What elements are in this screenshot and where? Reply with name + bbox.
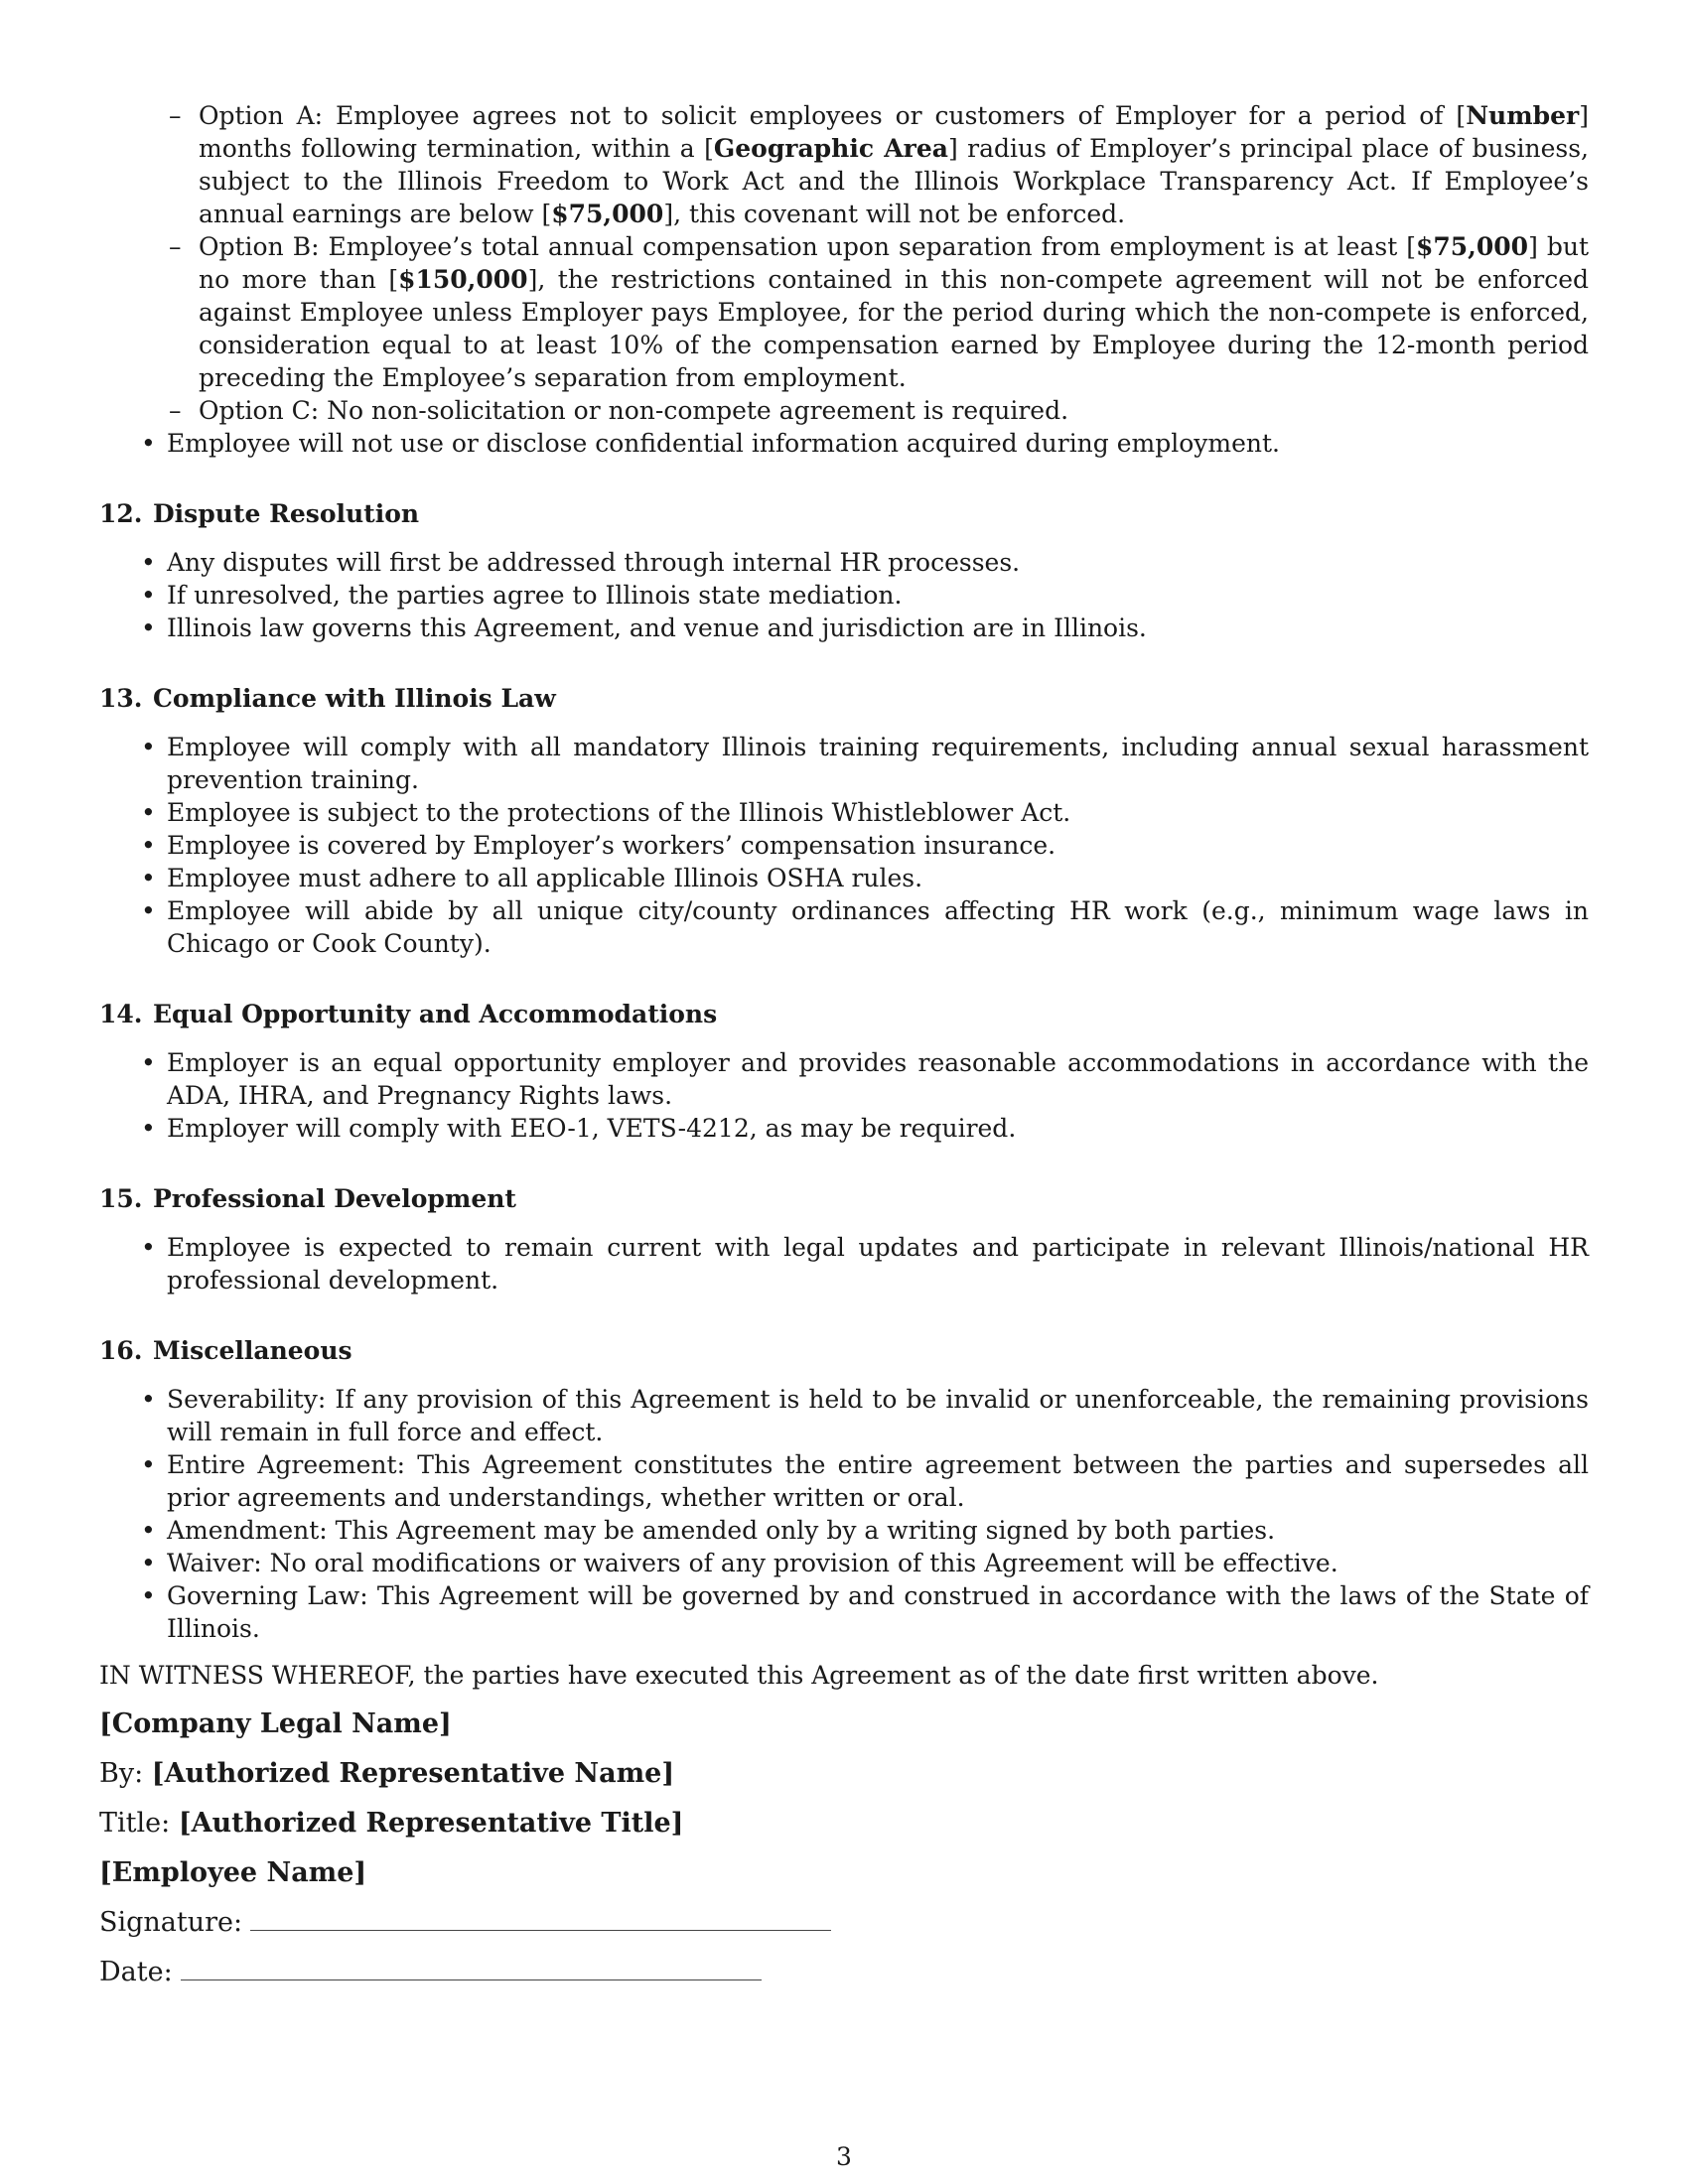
section-number: 15. — [99, 1184, 143, 1213]
employee-name-value: [Employee Name] — [99, 1857, 367, 1888]
option-text: ] but no more than [ — [199, 232, 1589, 294]
section-title: Miscellaneous — [153, 1336, 352, 1365]
option-item — [199, 99, 1589, 230]
section-heading — [99, 1334, 1589, 1367]
section-title: Dispute Resolution — [153, 499, 420, 528]
title-line — [99, 1807, 1589, 1841]
options-list — [99, 99, 1589, 427]
option-item — [199, 394, 1589, 427]
placeholder-value: Number — [1466, 101, 1580, 130]
section-heading — [99, 682, 1589, 715]
option-text: ] radius of Employer’s principal place of business, subject to the Illinois Freedom to Work Act and the Illinois Workplace Transparency Act. If Employee’s annual earnings are below [ — [199, 134, 1589, 228]
signature-field[interactable] — [250, 1906, 831, 1931]
list-item: • Employee will comply with all mandatory Illinois training requirements, including annual sexual harassment prevention training. — [167, 731, 1589, 796]
section-list — [99, 1231, 1589, 1297]
placeholder-value: $150,000 — [398, 265, 528, 294]
option-text: Option A: Employee agrees not to solicit employees or customers of Employer for a period of [ — [199, 101, 1467, 130]
list-item: • Waiver: No oral modifications or waivers of any provision of this Agreement will be effective. — [167, 1547, 1589, 1579]
option-text: Option B: Employee’s total annual compensation upon separation from employment is at least [ — [199, 232, 1416, 261]
signature-line — [99, 1906, 1589, 1940]
list-item: • Employee must adhere to all applicable Illinois OSHA rules. — [167, 862, 1589, 894]
list-item: • If unresolved, the parties agree to Illinois state mediation. — [167, 579, 1589, 612]
option-text: ], this covenant will not be enforced. — [663, 200, 1126, 228]
placeholder-value: $75,000 — [551, 200, 664, 228]
list-item: • Entire Agreement: This Agreement constitutes the entire agreement between the parties and supersedes all prior agreements and understandings, whether written or oral. — [167, 1448, 1589, 1514]
confidentiality-bullet: • Employee will not use or disclose confidential information acquired during employment. — [167, 427, 1589, 460]
sections-container — [99, 497, 1589, 1645]
title-value: [Authorized Representative Title] — [178, 1808, 684, 1839]
date-field[interactable] — [181, 1956, 762, 1980]
section-list — [99, 1383, 1589, 1645]
placeholder-value: $75,000 — [1416, 232, 1529, 261]
list-item: • Employee will abide by all unique city/county ordinances affecting HR work (e.g., minimum wage laws in Chicago or Cook County). — [167, 894, 1589, 960]
option-text: ], the restrictions contained in this non-compete agreement will not be enforced against Employee unless Employer pays Employee, for the period during which the non-compete is enforced, consideration equal to at least 10% of the compensation earned by Employee during the 12-month period preceding the Employee’s separation from employment. — [199, 265, 1589, 392]
list-item: • Employee is covered by Employer’s workers’ compensation insurance. — [167, 829, 1589, 862]
by-value: [Authorized Representative Name] — [151, 1758, 675, 1789]
section-title: Equal Opportunity and Accommodations — [153, 1000, 718, 1028]
list-item: • Employer is an equal opportunity employer and provides reasonable accommodations in accordance with the ADA, IHRA, and Pregnancy Rights laws. — [167, 1046, 1589, 1112]
placeholder-value: Geographic Area — [713, 134, 948, 163]
section-title: Compliance with Illinois Law — [153, 684, 556, 713]
document-page — [99, 99, 1589, 1989]
company-name-value: [Company Legal Name] — [99, 1708, 452, 1739]
section-heading — [99, 998, 1589, 1030]
option-text: Option C: No non-solicitation or non-compete agreement is required. — [199, 396, 1069, 425]
company-legal-name — [99, 1707, 1589, 1741]
by-label: By: — [99, 1758, 144, 1789]
options-wrapper — [99, 99, 1589, 427]
section-title: Professional Development — [153, 1184, 516, 1213]
date-line — [99, 1956, 1589, 1989]
date-label: Date: — [99, 1957, 173, 1987]
section-heading — [99, 1182, 1589, 1215]
list-item: • Severability: If any provision of this Agreement is held to be invalid or unenforceable, the remaining provisions will remain in full force and effect. — [167, 1383, 1589, 1448]
employee-name — [99, 1856, 1589, 1890]
option-text: ] months following termination, within a [ — [199, 101, 1589, 163]
section-list — [99, 1046, 1589, 1145]
list-item: • Employee is subject to the protections of the Illinois Whistleblower Act. — [167, 796, 1589, 829]
continued-list — [99, 99, 1589, 460]
by-line — [99, 1757, 1589, 1791]
section-number: 14. — [99, 1000, 143, 1028]
list-item: • Employee is expected to remain current with legal updates and participate in relevant Illinois/national HR professional development. — [167, 1231, 1589, 1297]
signature-label: Signature: — [99, 1907, 243, 1938]
list-item: • Any disputes will first be addressed through internal HR processes. — [167, 546, 1589, 579]
section-heading — [99, 497, 1589, 530]
section-number: 16. — [99, 1336, 143, 1365]
section-number: 13. — [99, 684, 143, 713]
section-list — [99, 731, 1589, 960]
list-item: • Employer will comply with EEO-1, VETS-4212, as may be required. — [167, 1112, 1589, 1145]
page-number: 3 — [836, 2142, 852, 2171]
title-label: Title: — [99, 1808, 171, 1839]
witness-clause: IN WITNESS WHEREOF, the parties have executed this Agreement as of the date first written above. — [99, 1661, 1379, 1690]
section-list — [99, 546, 1589, 644]
list-item: • Amendment: This Agreement may be amended only by a writing signed by both parties. — [167, 1514, 1589, 1547]
section-number: 12. — [99, 499, 143, 528]
option-item — [199, 230, 1589, 394]
list-item: • Illinois law governs this Agreement, and venue and jurisdiction are in Illinois. — [167, 612, 1589, 644]
list-item: • Governing Law: This Agreement will be governed by and construed in accordance with the laws of the State of Illinois. — [167, 1579, 1589, 1645]
